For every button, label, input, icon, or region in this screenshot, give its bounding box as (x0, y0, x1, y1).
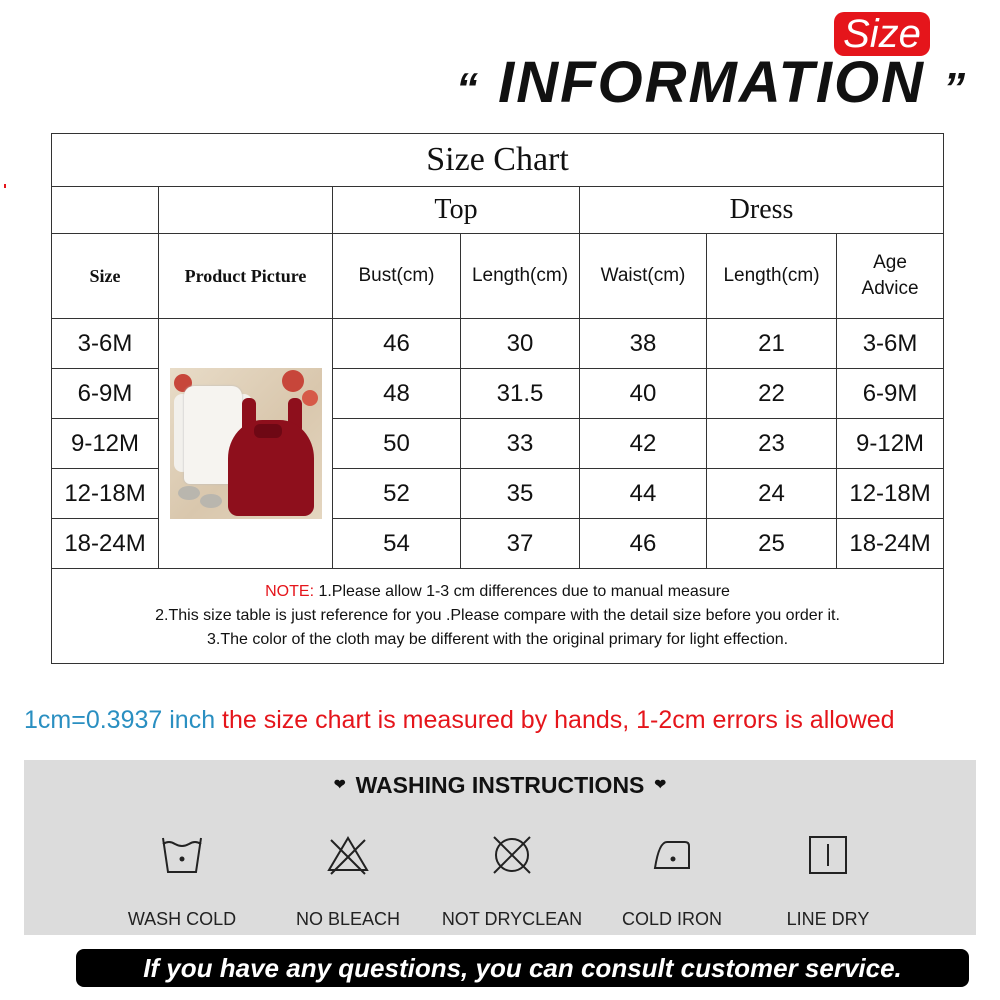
wash-label: LINE DRY (786, 909, 870, 929)
col-bust: Bust(cm) (333, 234, 461, 319)
table-row (52, 319, 944, 369)
washing-panel (24, 760, 976, 935)
edge-mark (4, 184, 6, 188)
dress-length-cell: 24 (707, 469, 837, 519)
top-length-cell: 30 (461, 319, 580, 369)
size-cell: 3-6M (52, 319, 159, 369)
wash-label: NO BLEACH (295, 909, 401, 929)
dress-length-cell: 23 (707, 419, 837, 469)
information-title (456, 50, 967, 116)
col-product-picture: Product Picture (159, 234, 333, 319)
waist-cell: 40 (580, 369, 707, 419)
empty-cell (52, 187, 159, 234)
age-cell: 3-6M (837, 319, 944, 369)
wash-item-no-bleach (263, 832, 433, 930)
close-quote: ” (943, 64, 968, 113)
wash-label: COLD IRON (621, 909, 722, 929)
header (0, 0, 1000, 120)
top-length-cell: 33 (461, 419, 580, 469)
size-cell: 9-12M (52, 419, 159, 469)
size-chart-table (51, 133, 944, 664)
wash-item-wash-cold (97, 832, 267, 930)
heart-icon: ❤ (333, 776, 346, 792)
size-badge: Size (834, 12, 930, 56)
bust-cell: 54 (333, 519, 461, 569)
top-length-cell: 31.5 (461, 369, 580, 419)
wash-item-line-dry (743, 832, 913, 930)
dress-length-cell: 25 (707, 519, 837, 569)
top-length-cell: 37 (461, 519, 580, 569)
open-quote: “ (456, 64, 480, 113)
heart-icon: ❤ (654, 776, 667, 792)
col-age-advice (837, 234, 944, 319)
note-cell (52, 569, 944, 664)
title-text: INFORMATION (498, 50, 925, 115)
bust-cell: 50 (333, 419, 461, 469)
no-bleach-icon (325, 832, 371, 878)
bust-cell: 46 (333, 319, 461, 369)
unit-conversion: 1cm=0.3937 inch (24, 706, 216, 734)
size-cell: 6-9M (52, 369, 159, 419)
group-dress: Dress (580, 187, 944, 234)
age-cell: 12-18M (837, 469, 944, 519)
waist-cell: 44 (580, 469, 707, 519)
dress-length-cell: 22 (707, 369, 837, 419)
wash-label: NOT DRYCLEAN (441, 909, 583, 929)
dress-length-cell: 21 (707, 319, 837, 369)
col-top-length: Length(cm) (461, 234, 580, 319)
cold-iron-icon (649, 832, 695, 878)
top-length-cell: 35 (461, 469, 580, 519)
wash-item-cold-iron (587, 832, 757, 930)
size-cell: 18-24M (52, 519, 159, 569)
col-size: Size (52, 234, 159, 319)
age-cell: 9-12M (837, 419, 944, 469)
product-picture-cell (159, 319, 333, 569)
washing-title-text: WASHING INSTRUCTIONS (355, 772, 645, 798)
age-cell: 18-24M (837, 519, 944, 569)
age-label: Age (873, 252, 907, 273)
note-line-3: 3.The color of the cloth may be different with the original primary for light effection. (207, 631, 789, 648)
note-line-2: 2.This size table is just reference for you .Please compare with the detail size before you order it. (155, 607, 840, 624)
age-cell: 6-9M (837, 369, 944, 419)
col-waist: Waist(cm) (580, 234, 707, 319)
bust-cell: 52 (333, 469, 461, 519)
waist-cell: 42 (580, 419, 707, 469)
customer-service-banner: If you have any questions, you can consult customer service. (76, 949, 969, 987)
product-picture (170, 368, 322, 519)
wash-label: WASH COLD (127, 909, 237, 929)
measurement-warning: the size chart is measured by hands, 1-2cm errors is allowed (215, 706, 895, 734)
advice-label: Advice (861, 278, 919, 299)
waist-cell: 46 (580, 519, 707, 569)
not-dryclean-icon (489, 832, 535, 878)
note-label: NOTE: (265, 583, 315, 600)
group-top: Top (333, 187, 580, 234)
line-dry-icon (805, 832, 851, 878)
bust-cell: 48 (333, 369, 461, 419)
size-cell: 12-18M (52, 469, 159, 519)
note-line-1: 1.Please allow 1-3 cm differences due to manual measure (314, 583, 730, 600)
wash-cold-icon (159, 832, 205, 878)
conversion-line (24, 706, 895, 735)
waist-cell: 38 (580, 319, 707, 369)
washing-title (24, 772, 976, 799)
col-dress-length: Length(cm) (707, 234, 837, 319)
wash-item-not-dryclean (427, 832, 597, 930)
size-chart-title: Size Chart (52, 134, 944, 187)
empty-cell (159, 187, 333, 234)
